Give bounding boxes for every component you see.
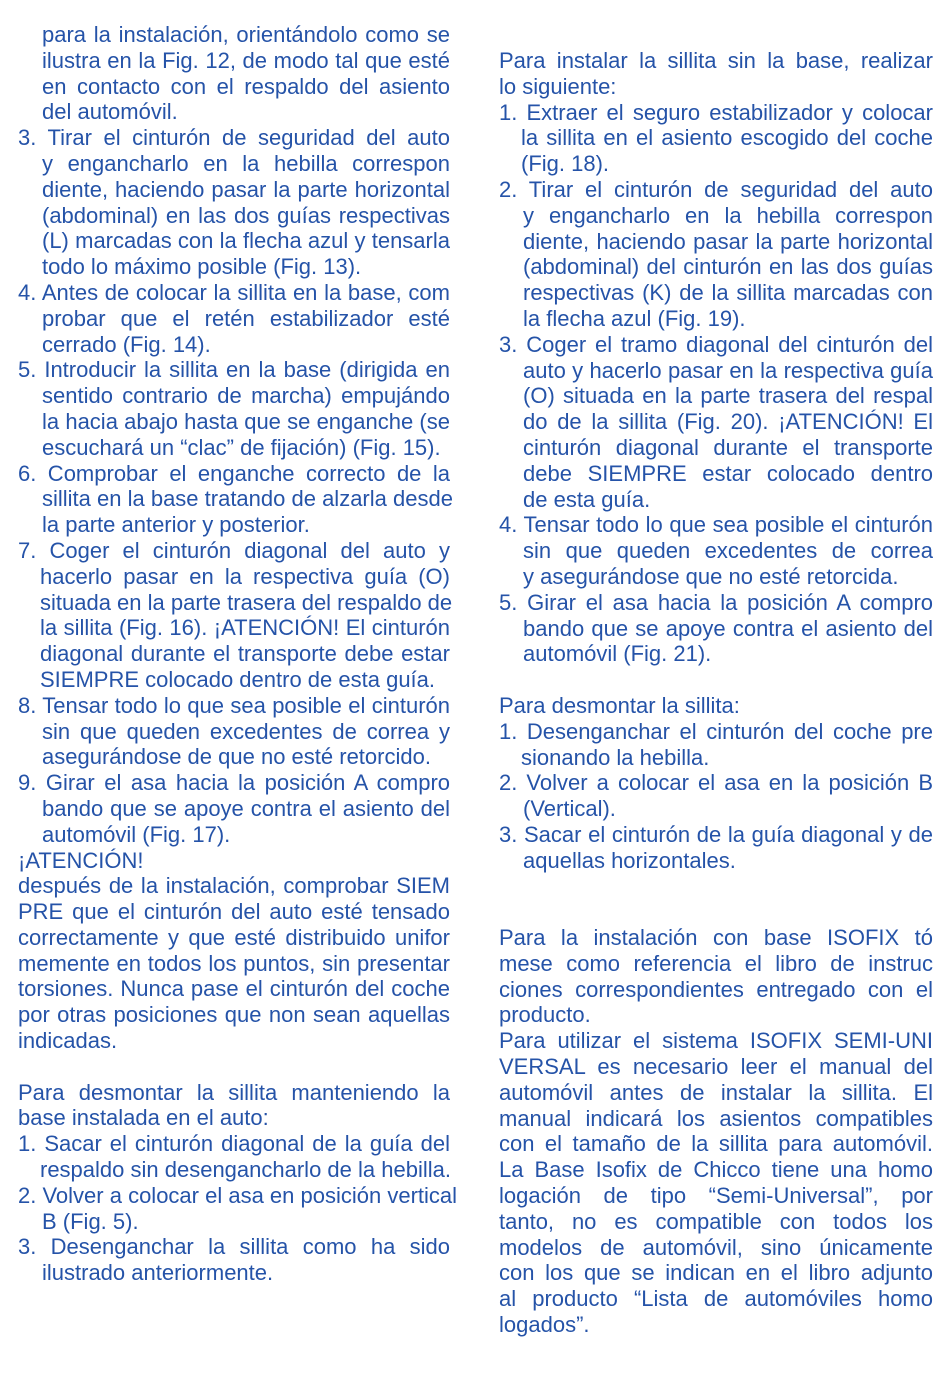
warning-block [18,848,450,1054]
section-intro: Para instalar la sillita sin la base, realizar [499,48,933,73]
text-line: ilustrado anteriormente. [42,1260,274,1286]
text-line: con el tamaño de la sillita para automóvil. [499,1131,933,1157]
text-line: asegurándose de que no esté retorcido. [42,744,431,770]
right-column [499,48,933,1338]
text-line: bando que se apoye contra el asiento del [42,795,450,821]
step-6 [18,460,453,538]
text-line: sin que queden excedentes de correa y [42,718,450,744]
text-line: la sillita (Fig. 16). ¡ATENCIÓN! El cinturón [40,615,450,641]
text-line: ciones correspondientes entregado con el [499,976,933,1002]
section-intro: lo siguiente: [499,73,617,99]
spacer [499,667,933,693]
text-line: auto y hacerlo pasar en la respectiva guía [523,357,933,383]
step-7 [18,537,453,693]
text-line: Para la instalación con base ISOFIX tó [499,925,933,951]
section-intro: base instalada en el auto: [18,1105,269,1131]
text-line: producto. [499,1002,591,1028]
step-first-line: 2. Tirar el cinturón de seguridad del auto [499,176,933,202]
text-line: (Vertical). [523,796,616,822]
text-line: sin que queden excedentes de correa [523,538,933,564]
text-line: do de la sillita (Fig. 20). ¡ATENCIÓN! El [523,409,933,435]
step-first-line: 7. Coger el cinturón diagonal del auto y [18,537,450,563]
dismount-section [499,693,933,874]
text-line: automóvil (Fig. 21). [523,641,712,667]
left-column [18,22,458,1286]
text-line: la hacia abajo hasta que se enganche (se [42,408,450,434]
text-line: manual indicará los asientos compatibles [499,1105,933,1131]
warning-title: ¡ATENCIÓN! [18,847,144,873]
text-line: en contacto con el respaldo del asiento [42,73,450,99]
text-line: sionando la hebilla. [521,744,710,770]
step-first-line: 2. Volver a colocar el asa en la posición B [499,770,933,796]
step-first-line: 5. Girar el asa hacia la posición A compro [499,589,933,615]
step-first-line: 6. Comprobar el enganche correcto de la [18,460,450,486]
step-first-line: 3. Coger el tramo diagonal del cinturón del [499,331,933,357]
text-line: sillita en la base tratando de alzarla desde [42,486,453,512]
text-line: respaldo sin desengancharlo de la hebilla. [40,1157,451,1183]
text-line: (O) situada en la parte trasera del respal [523,383,933,409]
text-line: diente, haciendo pasar la parte horizontal [42,176,450,202]
text-line: tanto, no es compatible con todos los [499,1208,933,1234]
section-intro: Para desmontar la sillita manteniendo la [18,1079,450,1105]
text-line: sentido contrario de marcha) empujándo [42,383,450,409]
text-line: indicadas. [18,1028,118,1054]
text-line: del automóvil. [42,99,178,125]
text-line: B (Fig. 5). [42,1208,139,1234]
text-line: automóvil (Fig. 17). [42,821,231,847]
text-line: diagonal durante el transporte debe estar [40,641,450,667]
text-line: (abdominal) del cinturón en las dos guías [523,254,933,280]
text-line: logados”. [499,1312,590,1338]
text-line: debe SIEMPRE estar colocado dentro [523,460,933,486]
step-first-line: 8. Tensar todo lo que sea posible el cinturón [18,692,450,718]
text-line: VERSAL es necesario leer el manual del [499,1054,933,1080]
step-first-line: 1. Desenganchar el cinturón del coche pre [499,718,933,744]
text-line: y asegurándose que no esté retorcida. [523,563,899,589]
text-line: diente, haciendo pasar la parte horizontal [523,228,933,254]
text-line: respectivas (K) de la sillita marcadas con [523,280,933,306]
step-first-line: 3. Tirar el cinturón de seguridad del auto [18,125,450,151]
text-line: después de la instalación, comprobar SIEM [18,873,450,899]
isofix-section [499,925,933,1338]
step-first-line: 9. Girar el asa hacia la posición A compro [18,770,450,796]
text-line: SIEMPRE colocado dentro de esta guía. [40,666,436,692]
step-first-line: 1. Sacar el cinturón diagonal de la guía del [18,1131,450,1157]
installation-continued [18,22,450,125]
step-first-line: 4. Antes de colocar la sillita en la base, com [18,279,450,305]
step-first-line: 1. Extraer el seguro estabilizador y colocar [499,99,933,125]
text-line: La Base Isofix de Chicco tiene una homo [499,1157,933,1183]
step-first-line: 3. Sacar el cinturón de la guía diagonal y de [499,821,933,847]
text-line: hacerlo pasar en la respectiva guía (O) [40,563,450,589]
step-3 [18,125,450,280]
text-line: automóvil antes de instalar la sillita. El [499,1079,933,1105]
text-line: situada en la parte trasera del respaldo de [40,589,453,615]
text-line: para la instalación, orientándolo como se [42,22,450,47]
text-line: y engancharlo en la hebilla correspon [523,202,933,228]
step-first-line: 2. Volver a colocar el asa en posición vertical [18,1182,458,1208]
text-line: la sillita en el asiento escogido del coche [521,125,933,151]
text-line: logación de tipo “Semi-Universal”, por [499,1183,933,1209]
step-8 [18,693,450,770]
text-line: memente en todos los puntos, sin presentar [18,950,450,976]
text-line: (abdominal) en las dos guías respectivas [42,202,450,228]
text-line: correctamente y que esté distribuido unifor [18,924,450,950]
text-line: (Fig. 18). [521,151,610,177]
text-line: cinturón diagonal durante el transporte [523,434,933,460]
text-line: torsiones. Nunca pase el cinturón del coche [18,976,450,1002]
text-line: por otras posiciones que non sean aquellas [18,1002,450,1028]
step-first-line: 3. Desenganchar la sillita como ha sido [18,1234,450,1260]
text-line: Para utilizar el sistema ISOFIX SEMI-UNI [499,1028,933,1054]
text-line: al producto “Lista de automóviles homo [499,1286,933,1312]
text-line: la parte anterior y posterior. [42,512,310,538]
text-line: bando que se apoye contra el asiento del [523,615,933,641]
text-line: mese como referencia el libro de instruc [499,950,933,976]
text-line: la flecha azul (Fig. 19). [523,305,746,331]
step-9 [18,770,450,847]
spacer [18,1054,450,1080]
text-line: aquellas horizontales. [523,847,736,873]
section-intro: Para desmontar la sillita: [499,692,740,718]
text-line: y engancharlo en la hebilla correspon [42,150,450,176]
text-line: modelos de automóvil, sino únicamente [499,1234,933,1260]
text-line: PRE que el cinturón del auto esté tensado [18,899,450,925]
text-line: cerrado (Fig. 14). [42,331,211,357]
step-5 [18,357,450,460]
text-line: con los que se indican en el libro adjunto [499,1260,933,1286]
step-first-line: 5. Introducir la sillita en la base (dirigida en [18,357,450,383]
text-line: todo lo máximo posible (Fig. 13). [42,254,362,280]
spacer [499,874,933,926]
step-4 [18,280,450,357]
remove-with-base-section [18,1079,458,1286]
text-line: de esta guía. [523,486,651,512]
text-line: escuchará un “clac” de fijación) (Fig. 15). [42,434,441,460]
text-line: ilustra en la Fig. 12, de modo tal que esté [42,47,450,73]
step-first-line: 4. Tensar todo lo que sea posible el cinturón [499,512,933,538]
text-line: probar que el retén estabilizador esté [42,305,450,331]
text-line: (L) marcadas con la flecha azul y tensarla [42,228,450,254]
install-without-base-section [499,48,933,667]
